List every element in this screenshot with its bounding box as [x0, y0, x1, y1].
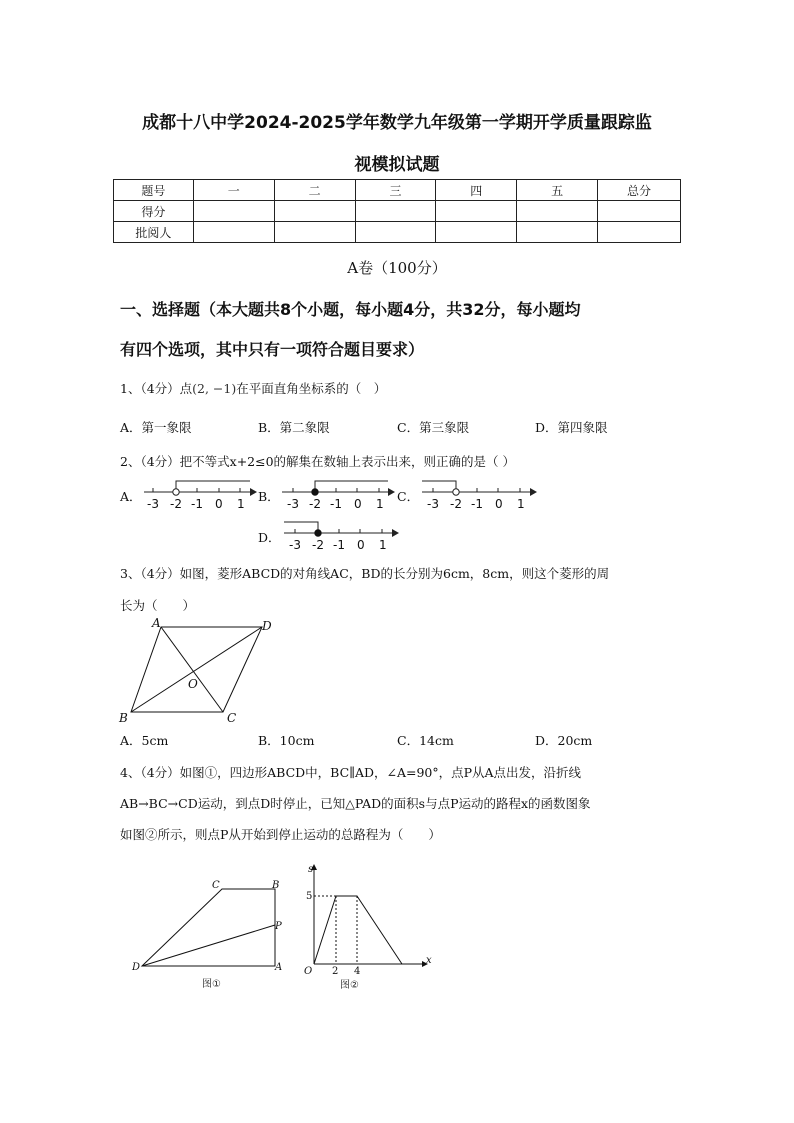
- q1-option-d[interactable]: D．第四象限: [535, 420, 608, 435]
- q1-option-c[interactable]: C．第三象限: [397, 420, 470, 435]
- rhombus-figure: [114, 614, 284, 729]
- svg-text:O: O: [188, 677, 198, 691]
- q3-option-a[interactable]: A．5cm: [120, 733, 169, 748]
- point-coordinate: (2, −1): [192, 381, 237, 396]
- q3-option-c[interactable]: C．14cm: [397, 733, 454, 748]
- svg-text:1: 1: [376, 497, 384, 511]
- header-cell: 总分: [598, 180, 681, 201]
- q2-option-c-label[interactable]: C．: [397, 489, 420, 504]
- svg-text:x: x: [426, 955, 432, 966]
- question-2: 2、（4分）把不等式x+2≤0的解集在数轴上表示出来，则正确的是（ ）: [120, 454, 516, 469]
- svg-text:B: B: [272, 880, 280, 891]
- part1-heading-line-1: 一、选择题（本大题共8个小题，每小题4分，共32分，每小题均: [120, 300, 581, 319]
- svg-text:1: 1: [237, 497, 245, 511]
- svg-text:-3: -3: [427, 497, 439, 511]
- row-label: 得分: [114, 201, 194, 222]
- svg-text:O: O: [304, 966, 313, 977]
- svg-text:A: A: [152, 616, 161, 630]
- svg-text:B: B: [119, 711, 128, 725]
- question-4-line-1: 4、（4分）如图①，四边形ABCD中，BC∥AD，∠A=90°，点P从A点出发，沿折线: [120, 765, 582, 780]
- svg-text:C: C: [227, 711, 237, 725]
- svg-text:-1: -1: [330, 497, 342, 511]
- score-row: [114, 201, 681, 222]
- reviewer-row: [114, 222, 681, 243]
- svg-text:0: 0: [357, 538, 365, 552]
- score-table-header-row: [114, 180, 681, 201]
- svg-text:-2: -2: [450, 497, 462, 511]
- svg-text:-1: -1: [471, 497, 483, 511]
- q2-option-d-label[interactable]: D．: [258, 530, 281, 545]
- question-1: 1、（4分）点(2, −1)在平面直角坐标系的（ ）: [120, 381, 387, 396]
- q2-number-line-d[interactable]: [280, 517, 402, 555]
- score-table: [113, 179, 681, 243]
- function-graph-figure: [298, 862, 438, 994]
- question-4-line-3: 如图②所示，则点P从开始到停止运动的总路程为（ ）: [120, 827, 441, 842]
- svg-text:-3: -3: [147, 497, 159, 511]
- q1-option-a[interactable]: A．第一象限: [120, 420, 192, 435]
- svg-text:-2: -2: [309, 497, 321, 511]
- q2-option-b-label[interactable]: B．: [258, 489, 280, 504]
- q3-option-b[interactable]: B．10cm: [258, 733, 315, 748]
- svg-text:图②: 图②: [340, 980, 359, 991]
- svg-text:4: 4: [354, 966, 361, 977]
- title-line-2: 视模拟试题: [354, 155, 440, 175]
- svg-text:P: P: [275, 921, 282, 932]
- header-cell: 题号: [114, 180, 194, 201]
- svg-text:D: D: [132, 962, 141, 973]
- svg-text:2: 2: [332, 966, 339, 977]
- row-label: 批阅人: [114, 222, 194, 243]
- header-cell: 五: [517, 180, 598, 201]
- part1-heading-line-2: 有四个选项，其中只有一项符合题目要求）: [120, 340, 425, 359]
- q1-option-b[interactable]: B．第二象限: [258, 420, 330, 435]
- svg-text:1: 1: [517, 497, 525, 511]
- q2-number-line-a[interactable]: [140, 476, 260, 514]
- svg-text:-1: -1: [191, 497, 203, 511]
- q3-option-d[interactable]: D．20cm: [535, 733, 593, 748]
- svg-text:A: A: [275, 962, 283, 973]
- question-4-line-2: AB→BC→CD运动，到点D时停止，已知△PAD的面积s与点P运动的路程x的函数图象: [120, 796, 591, 811]
- svg-text:-2: -2: [170, 497, 182, 511]
- svg-text:0: 0: [354, 497, 362, 511]
- svg-text:-3: -3: [289, 538, 301, 552]
- svg-text:图①: 图①: [202, 979, 221, 990]
- svg-text:5: 5: [306, 891, 313, 902]
- section-a-heading: A卷（100分）: [347, 259, 447, 277]
- header-cell: 一: [193, 180, 274, 201]
- q2-number-line-b[interactable]: [278, 476, 398, 514]
- svg-text:0: 0: [215, 497, 223, 511]
- svg-text:1: 1: [379, 538, 387, 552]
- header-cell: 三: [355, 180, 436, 201]
- question-3-line-2: 长为（ ）: [120, 598, 196, 613]
- q2-number-line-c[interactable]: [418, 476, 540, 514]
- svg-text:-1: -1: [333, 538, 345, 552]
- q2-option-a-label[interactable]: A．: [120, 489, 142, 504]
- svg-text:-2: -2: [312, 538, 324, 552]
- trapezoid-figure: [130, 878, 290, 993]
- svg-text:0: 0: [495, 497, 503, 511]
- title-line-1: 成都十八中学2024-2025学年数学九年级第一学期开学质量跟踪监: [142, 113, 652, 133]
- header-cell: 四: [436, 180, 517, 201]
- svg-text:-3: -3: [287, 497, 299, 511]
- svg-text:D: D: [262, 619, 272, 633]
- svg-text:s: s: [308, 864, 314, 875]
- question-3-line-1: 3、（4分）如图，菱形ABCD的对角线AC，BD的长分别为6cm，8cm，则这个菱形的周: [120, 566, 610, 581]
- header-cell: 二: [274, 180, 355, 201]
- svg-text:C: C: [212, 880, 220, 891]
